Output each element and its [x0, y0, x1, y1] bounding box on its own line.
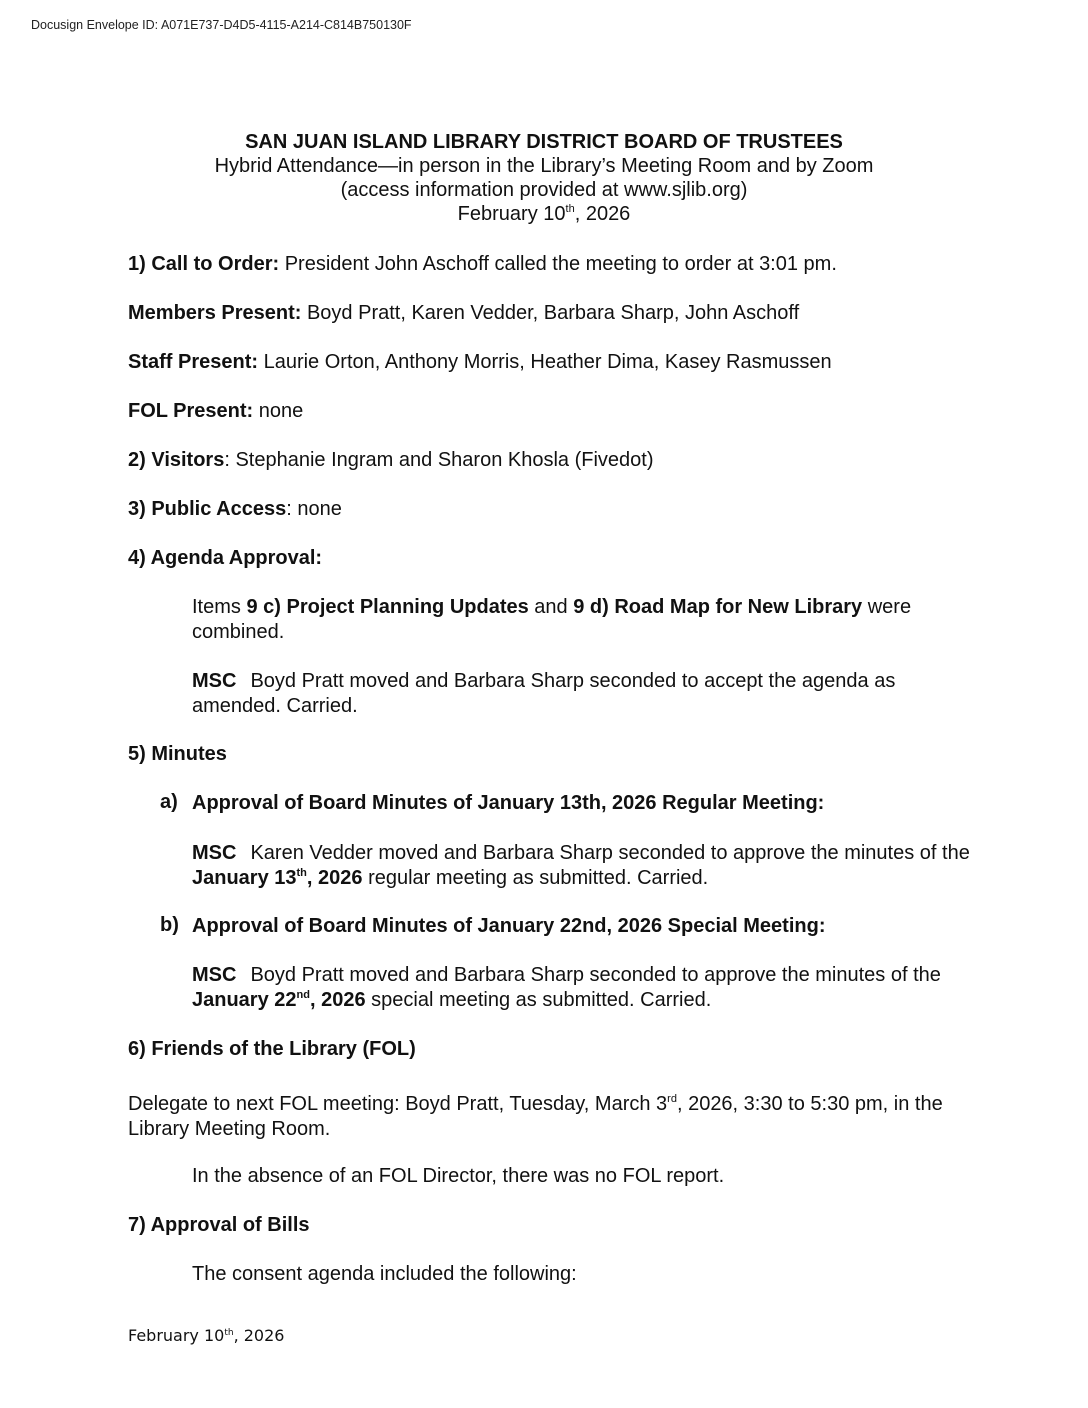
- section-label: 5) Minutes: [128, 743, 227, 765]
- call-to-order: [128, 252, 837, 277]
- subsection-title: Approval of Board Minutes of January 13th, 2026 Regular Meeting:: [192, 792, 825, 814]
- motion-text: Karen Vedder moved and Barbara Sharp seconded to approve the minutes of the: [250, 842, 970, 864]
- text: and: [528, 596, 574, 618]
- access-info-line: (access information provided at www.sjlib.org): [340, 179, 748, 201]
- date-suffix: th: [565, 203, 575, 215]
- subsection-title: Approval of Board Minutes of January 22nd, 2026 Special Meeting:: [192, 915, 826, 937]
- motion-text: Boyd Pratt moved and Barbara Sharp seconded to approve the minutes of the: [250, 964, 941, 986]
- date-text: January 22: [192, 989, 297, 1011]
- date-suffix: th: [224, 1328, 234, 1338]
- text: Items: [192, 596, 247, 618]
- minutes-b-marker: b): [160, 914, 179, 936]
- document-header: [0, 130, 1088, 226]
- bills-heading: [128, 1213, 310, 1238]
- date-year: , 2026: [233, 1326, 285, 1345]
- motion-text: Boyd Pratt moved and Barbara Sharp seconded to accept the agenda as amended. Carried.: [192, 670, 896, 717]
- section-label: 7) Approval of Bills: [128, 1214, 310, 1236]
- members-present: [128, 301, 799, 326]
- section-label: 3) Public Access: [128, 498, 287, 520]
- section-text: Boyd Pratt, Karen Vedder, Barbara Sharp, John Aschoff: [301, 302, 800, 324]
- attendance-line: Hybrid Attendance—in person in the Library’s Meeting Room and by Zoom: [214, 155, 874, 177]
- section-label: Staff Present:: [128, 351, 259, 373]
- text: were combined.: [192, 596, 912, 643]
- motion-text: regular meeting as submitted. Carried.: [362, 867, 709, 889]
- agenda-items-combined: [192, 595, 982, 645]
- section-label: 4) Agenda Approval:: [128, 547, 323, 569]
- visitors: [128, 448, 653, 473]
- section-label: 2) Visitors: [128, 449, 225, 471]
- msc-label: MSC: [192, 964, 237, 986]
- minutes-heading: [128, 742, 227, 767]
- section-text: : Stephanie Ingram and Sharon Khosla (Fivedot): [224, 449, 654, 471]
- fol-heading: [128, 1037, 416, 1062]
- date-year: , 2026: [306, 867, 363, 889]
- section-text: none: [253, 400, 304, 422]
- date-text: January 13: [192, 867, 297, 889]
- page-footer-date: [128, 1326, 284, 1345]
- date-year: , 2026: [309, 989, 366, 1011]
- date-year: , 2026: [574, 203, 631, 225]
- msc-label: MSC: [192, 670, 237, 692]
- meeting-date: [0, 202, 1088, 226]
- fol-report: In the absence of an FOL Director, there was no FOL report.: [192, 1165, 725, 1187]
- minutes-b-motion: [192, 963, 982, 1013]
- date-text: February 10: [128, 1326, 225, 1345]
- public-access: [128, 497, 342, 522]
- minutes-a-title: [192, 791, 824, 816]
- section-text: Laurie Orton, Anthony Morris, Heather Dima, Kasey Rasmussen: [258, 351, 832, 373]
- docusign-envelope-id: Docusign Envelope ID: A071E737-D4D5-4115-A214-C814B750130F: [31, 18, 412, 32]
- text: , 2026, 3:30 to 5:30 pm, in the Library Meeting Room.: [128, 1093, 943, 1140]
- section-text: : none: [286, 498, 342, 520]
- minutes-a-motion: [192, 841, 982, 891]
- date-suffix: nd: [296, 989, 310, 1001]
- section-label: 6) Friends of the Library (FOL): [128, 1038, 416, 1060]
- staff-present: [128, 350, 832, 375]
- fol-present: [128, 399, 303, 424]
- agenda-item: 9 c) Project Planning Updates: [246, 596, 529, 618]
- section-label: Members Present:: [128, 302, 302, 324]
- motion-text: special meeting as submitted. Carried.: [365, 989, 712, 1011]
- msc-label: MSC: [192, 842, 237, 864]
- agenda-motion: [192, 669, 982, 719]
- agenda-item: 9 d) Road Map for New Library: [573, 596, 863, 618]
- minutes-a-marker: a): [160, 791, 178, 813]
- date-suffix: th: [296, 867, 307, 879]
- minutes-b-title: [192, 914, 825, 939]
- section-label: 1) Call to Order:: [128, 253, 280, 275]
- date-suffix: rd: [667, 1093, 677, 1105]
- document-title: SAN JUAN ISLAND LIBRARY DISTRICT BOARD OF TRUSTEES: [245, 131, 843, 153]
- section-text: President John Aschoff called the meeting to order at 3:01 pm.: [279, 253, 837, 275]
- bills-consent-agenda: The consent agenda included the following:: [192, 1263, 577, 1285]
- date-text: February 10: [457, 203, 566, 225]
- fol-delegate: [128, 1092, 958, 1142]
- agenda-approval-heading: [128, 546, 322, 571]
- text: Delegate to next FOL meeting: Boyd Pratt, Tuesday, March 3: [128, 1093, 668, 1115]
- section-label: FOL Present:: [128, 400, 254, 422]
